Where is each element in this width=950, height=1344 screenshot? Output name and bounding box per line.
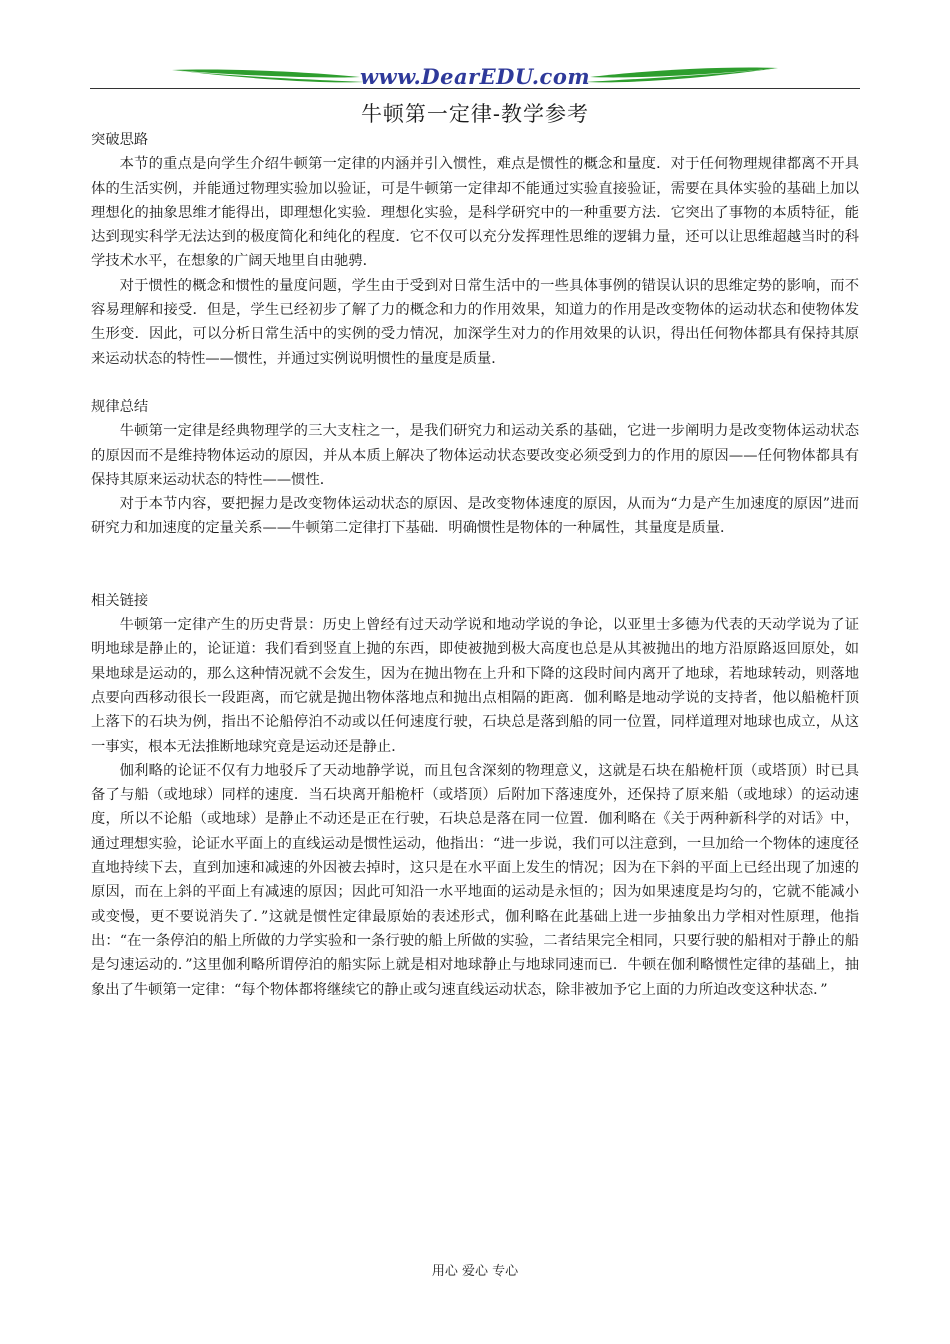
document-body [91, 128, 859, 1002]
spacer [91, 541, 859, 589]
page-title: 牛顿第一定律-教学参考 [360, 102, 590, 126]
section-heading-summary: 规律总结 [91, 398, 149, 415]
site-header-banner [170, 62, 780, 96]
section-heading-breakthrough: 突破思路 [91, 132, 149, 148]
paragraph: 本节的重点是向学生介绍牛顿第一定律的内涵并引入惯性，难点是惯性的概念和量度．对于任何物理规律都离不开具体的生活实例，并能通过物理实验加以验证，可是牛顿第一定律却不能通过实验直接验证，需要在具体实验的基础上加以理想化的抽象思维才能得出，即理想化实验．理想化实验，是科学研究中的一种重要方法．它突出了事物的本质特征，能达到现实科学无法达到的极度简化和纯化的程度．它不仅可以充分发挥理性思维的逻辑力量，还可以让思维超越当时的科学技术水平，在想象的广阔天地里自由驰骋． [91, 156, 859, 270]
page-footer: 用心 爱心 专心 [431, 1264, 519, 1279]
site-banner-text: www.DearEDU.com [359, 64, 591, 89]
paragraph: 牛顿第一定律产生的历史背景：历史上曾经有过天动学说和地动学说的争论，以亚里士多德为代表的天动学说为了证明地球是静止的，论证道：我们看到竖直上抛的东西，即使被抛到极大高度也总是从其被抛出的地方沿原路返回原处，如果地球是运动的，那么这种情况就不会发生，因为在抛出物在上升和下降的这段时间内离开了地球，若地球转动，则落地点要向西移动很长一段距离，而它就是抛出物体落地点和抛出点相隔的距离．伽利略是地动学说的支持者，他以船桅杆顶上落下的石块为例，指出不论船停泊不动或以任何速度行驶，石块总是落到船的同一位置，同样道理对地球也成立，从这一事实，根本无法推断地球究竟是运动还是静止． [91, 617, 859, 755]
paragraph: 对于惯性的概念和惯性的量度问题，学生由于受到对日常生活中的一些具体事例的错误认识的思维定势的影响，而不容易理解和接受．但是，学生已经初步了解了力的概念和力的作用效果，知道力的作用是改变物体的运动状态和使物体发生形变．因此，可以分析日常生活中的实例的受力情况，加深学生对力的作用效果的认识，得出任何物体都具有保持其原来运动状态的特性——惯性，并通过实例说明惯性的量度是质量． [91, 277, 859, 367]
section-heading-links: 相关链接 [91, 592, 149, 609]
paragraph: 牛顿第一定律是经典物理学的三大支柱之一，是我们研究力和运动关系的基础，它进一步阐明力是改变物体运动状态的原因而不是维持物体运动的原因，并从本质上解决了物体运动状态要改变必须受到力的作用的原因——任何物体都具有保持其原来运动状态的特性——惯性． [91, 423, 859, 488]
header-divider [90, 88, 860, 89]
paragraph: 伽利略的论证不仅有力地驳斥了天动地静学说，而且包含深刻的物理意义，这就是石块在船桅杆顶（或塔顶）时已具备了与船（或地球）同样的速度．当石块离开船桅杆（或塔顶）后附加下落速度外，还保持了原来船（或地球）的运动速度，所以不论船（或地球）是静止不动还是正在行驶，石块总是落在同一位置．伽利略在《关于两种新科学的对话》中，通过理想实验，论证水平面上的直线运动是惯性运动，他指出：“进一步说，我们可以注意到，一旦加给一个物体的速度径直地持续下去，直到加速和减速的外因被去掉时，这只是在水平面上发生的情况；因为在下斜的平面上已经出现了加速的原因，而在上斜的平面上有减速的原因；因此可知沿一水平地面的运动是永恒的；因为如果速度是均匀的，它就不能减小或变慢，更不要说消失了．”这就是惯性定律最原始的表述形式，伽利略在此基础上进一步抽象出力学相对性原理，他指出：“在一条停泊的船上所做的力学实验和一条行驶的船上所做的实验，二者结果完全相同，只要行驶的船相对于静止的船是匀速运动的．”这里伽利略所谓停泊的船实际上就是相对地球静止与地球同速而已．牛顿在伽利略惯性定律的基础上，抽象出了牛顿第一定律：“每个物体都将继续它的静止或匀速直线运动状态，除非被加予它上面的力所迫改变这种状态．” [91, 762, 859, 998]
spacer [91, 371, 859, 395]
paragraph: 对于本节内容，要把握力是改变物体运动状态的原因、是改变物体速度的原因，从而为“力是产生加速度的原因”进而研究力和加速度的定量关系——牛顿第二定律打下基础．明确惯性是物体的一种属性，其量度是质量． [91, 496, 859, 537]
